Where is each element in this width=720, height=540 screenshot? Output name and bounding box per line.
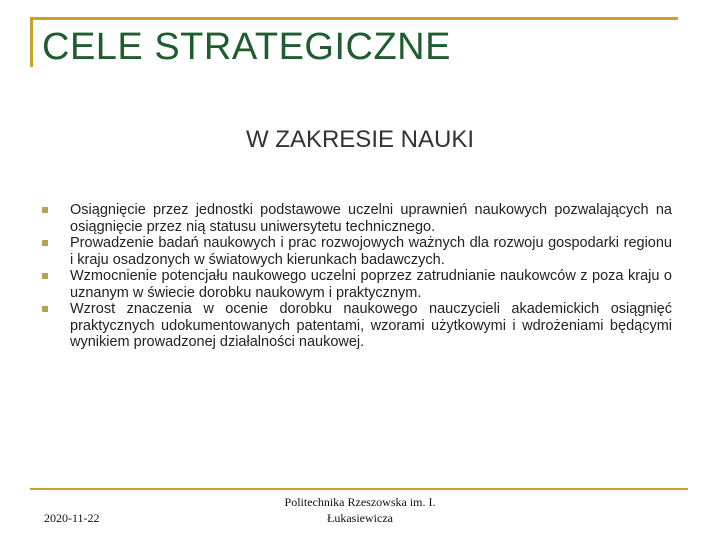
bullet-item: [40, 235, 672, 268]
bullet-text: Wzmocnienie potencjału naukowego uczelni poprzez zatrudnianie naukowców z poza kraju o uznanym w świecie dorobku naukowym i praktycznym.: [70, 268, 672, 301]
square-bullet-icon: [42, 306, 48, 312]
bullet-text: Wzrost znaczenia w ocenie dorobku naukowego nauczycieli akademickich osiągnięć praktycznych udokumentowanych patentami, wzorami użytkowymi i wdrożeniami będącymi wynikiem prowadzonej działalności naukowej.: [70, 301, 672, 350]
slide-title: CELE STRATEGICZNE: [42, 26, 451, 68]
bullet-item: [40, 301, 672, 351]
slide-subtitle: W ZAKRESIE NAUKI: [245, 126, 475, 153]
square-bullet-icon: [42, 240, 48, 246]
footer-institution-line1: Politechnika Rzeszowska im. I.: [284, 495, 436, 509]
footer-divider-line: [30, 488, 688, 490]
square-bullet-icon: [42, 207, 48, 213]
square-bullet-icon: [42, 273, 48, 279]
footer-institution: [260, 494, 460, 526]
bullet-text: Prowadzenie badań naukowych i prac rozwojowych ważnych dla rozwoju gospodarki regionu i kraju osadzonych w światowych kierunkach badawczych.: [70, 235, 672, 268]
frame-top-line: [30, 17, 678, 20]
bullet-item: [40, 268, 672, 301]
bullet-item: [40, 202, 672, 235]
footer-institution-line2: Łukasiewicza: [327, 511, 393, 525]
bullet-list: [40, 202, 672, 351]
frame-left-line: [30, 17, 33, 67]
bullet-text: Osiągnięcie przez jednostki podstawowe uczelni uprawnień naukowych pozwalających na osiągnięcie przez nią statusu uniwersytetu technicznego.: [70, 202, 672, 235]
footer-date: 2020-11-22: [44, 511, 100, 525]
